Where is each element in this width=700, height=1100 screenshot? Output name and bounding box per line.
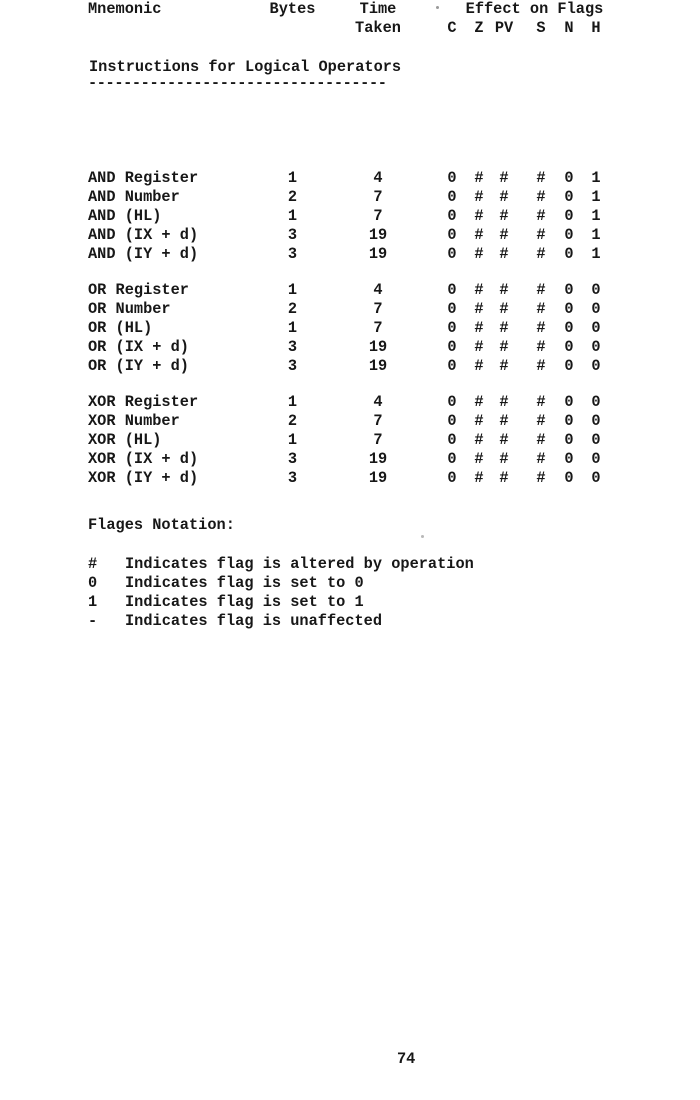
cell-flag-c: 0 bbox=[447, 207, 457, 225]
table-row bbox=[0, 281, 700, 300]
cell-flag-n: 0 bbox=[564, 319, 574, 337]
table-header-row-2 bbox=[0, 19, 700, 38]
header-flag-pv: PV bbox=[494, 19, 514, 37]
cell-mnemonic: OR Register bbox=[88, 281, 189, 299]
notation-item bbox=[0, 593, 700, 612]
cell-flag-pv: # bbox=[499, 207, 509, 225]
cell-flag-s: # bbox=[536, 245, 546, 263]
cell-time: 19 bbox=[368, 469, 388, 487]
cell-bytes: 3 bbox=[287, 245, 298, 263]
cell-mnemonic: AND Register bbox=[88, 169, 199, 187]
table-row bbox=[0, 245, 700, 264]
header-flag-n: N bbox=[564, 19, 574, 37]
notation-heading: Flages Notation: bbox=[88, 516, 235, 534]
cell-flag-n: 0 bbox=[564, 469, 574, 487]
table-row bbox=[0, 469, 700, 488]
cell-flag-pv: # bbox=[499, 188, 509, 206]
cell-time: 7 bbox=[373, 188, 383, 206]
notation-text: Indicates flag is set to 1 bbox=[125, 593, 364, 611]
cell-flag-h: 0 bbox=[591, 393, 601, 411]
notation-symbol: 1 bbox=[88, 593, 98, 611]
cell-time: 7 bbox=[373, 431, 383, 449]
cell-flag-c: 0 bbox=[447, 245, 457, 263]
page-title: Instructions for Logical Operators bbox=[89, 58, 402, 76]
notation-text: Indicates flag is set to 0 bbox=[125, 574, 364, 592]
cell-flag-n: 0 bbox=[564, 393, 574, 411]
cell-flag-s: # bbox=[536, 357, 546, 375]
cell-flag-c: 0 bbox=[447, 319, 457, 337]
cell-mnemonic: AND (IY + d) bbox=[88, 245, 199, 263]
scan-speck bbox=[436, 6, 439, 9]
cell-flag-h: 0 bbox=[591, 357, 601, 375]
cell-bytes: 3 bbox=[287, 450, 298, 468]
cell-flag-pv: # bbox=[499, 469, 509, 487]
cell-bytes: 3 bbox=[287, 469, 298, 487]
notation-item bbox=[0, 555, 700, 574]
cell-bytes: 2 bbox=[287, 300, 298, 318]
cell-flag-s: # bbox=[536, 188, 546, 206]
cell-time: 7 bbox=[373, 207, 383, 225]
cell-flag-z: # bbox=[474, 207, 484, 225]
cell-flag-s: # bbox=[536, 207, 546, 225]
header-bytes: Bytes bbox=[269, 0, 316, 18]
cell-time: 19 bbox=[368, 357, 388, 375]
cell-flag-c: 0 bbox=[447, 469, 457, 487]
cell-flag-h: 0 bbox=[591, 431, 601, 449]
cell-flag-s: # bbox=[536, 431, 546, 449]
cell-flag-z: # bbox=[474, 226, 484, 244]
table-row bbox=[0, 431, 700, 450]
header-flag-z: Z bbox=[474, 19, 484, 37]
cell-time: 19 bbox=[368, 226, 388, 244]
cell-flag-s: # bbox=[536, 393, 546, 411]
cell-flag-pv: # bbox=[499, 338, 509, 356]
cell-flag-s: # bbox=[536, 300, 546, 318]
cell-flag-n: 0 bbox=[564, 357, 574, 375]
cell-flag-pv: # bbox=[499, 245, 509, 263]
cell-flag-h: 1 bbox=[591, 245, 601, 263]
cell-flag-s: # bbox=[536, 226, 546, 244]
notation-text: Indicates flag is unaffected bbox=[125, 612, 383, 630]
cell-flag-n: 0 bbox=[564, 207, 574, 225]
cell-bytes: 1 bbox=[287, 281, 298, 299]
cell-flag-c: 0 bbox=[447, 338, 457, 356]
cell-bytes: 1 bbox=[287, 169, 298, 187]
cell-flag-h: 1 bbox=[591, 207, 601, 225]
cell-flag-s: # bbox=[536, 281, 546, 299]
cell-flag-z: # bbox=[474, 450, 484, 468]
cell-flag-n: 0 bbox=[564, 169, 574, 187]
header-time: Time bbox=[359, 0, 397, 18]
cell-flag-pv: # bbox=[499, 169, 509, 187]
cell-flag-s: # bbox=[536, 319, 546, 337]
cell-flag-n: 0 bbox=[564, 338, 574, 356]
cell-mnemonic: OR Number bbox=[88, 300, 171, 318]
table-row bbox=[0, 338, 700, 357]
scan-speck bbox=[421, 535, 424, 538]
cell-bytes: 1 bbox=[287, 207, 298, 225]
cell-mnemonic: OR (IY + d) bbox=[88, 357, 189, 375]
notation-symbol: # bbox=[88, 555, 98, 573]
instruction-group-xor bbox=[0, 393, 700, 488]
cell-flag-c: 0 bbox=[447, 431, 457, 449]
cell-time: 4 bbox=[373, 281, 383, 299]
table-header-row-1 bbox=[0, 0, 700, 19]
cell-mnemonic: AND (IX + d) bbox=[88, 226, 199, 244]
table-row bbox=[0, 412, 700, 431]
cell-flag-h: 1 bbox=[591, 188, 601, 206]
cell-flag-z: # bbox=[474, 169, 484, 187]
cell-flag-pv: # bbox=[499, 412, 509, 430]
cell-flag-c: 0 bbox=[447, 226, 457, 244]
cell-time: 4 bbox=[373, 393, 383, 411]
cell-flag-h: 0 bbox=[591, 319, 601, 337]
cell-flag-pv: # bbox=[499, 357, 509, 375]
cell-flag-h: 0 bbox=[591, 338, 601, 356]
cell-bytes: 1 bbox=[287, 431, 298, 449]
instruction-group-and bbox=[0, 169, 700, 264]
table-row bbox=[0, 188, 700, 207]
notation-symbol: 0 bbox=[88, 574, 98, 592]
cell-flag-n: 0 bbox=[564, 188, 574, 206]
notation-symbol: - bbox=[88, 612, 98, 630]
cell-flag-n: 0 bbox=[564, 431, 574, 449]
cell-flag-c: 0 bbox=[447, 300, 457, 318]
cell-mnemonic: XOR (HL) bbox=[88, 431, 162, 449]
cell-flag-z: # bbox=[474, 469, 484, 487]
cell-time: 7 bbox=[373, 412, 383, 430]
cell-flag-z: # bbox=[474, 281, 484, 299]
cell-flag-c: 0 bbox=[447, 188, 457, 206]
table-row bbox=[0, 169, 700, 188]
notation-item bbox=[0, 612, 700, 631]
cell-mnemonic: XOR (IY + d) bbox=[88, 469, 199, 487]
header-mnemonic: Mnemonic bbox=[88, 0, 162, 18]
notation-list bbox=[0, 555, 700, 631]
cell-flag-n: 0 bbox=[564, 226, 574, 244]
cell-flag-c: 0 bbox=[447, 412, 457, 430]
cell-flag-pv: # bbox=[499, 281, 509, 299]
notation-text: Indicates flag is altered by operation bbox=[125, 555, 474, 573]
cell-flag-c: 0 bbox=[447, 357, 457, 375]
cell-bytes: 1 bbox=[287, 319, 298, 337]
cell-flag-pv: # bbox=[499, 450, 509, 468]
cell-flag-s: # bbox=[536, 469, 546, 487]
cell-flag-s: # bbox=[536, 338, 546, 356]
page-number: 74 bbox=[397, 1050, 416, 1068]
cell-flag-pv: # bbox=[499, 319, 509, 337]
table-row bbox=[0, 207, 700, 226]
cell-bytes: 3 bbox=[287, 357, 298, 375]
cell-bytes: 3 bbox=[287, 226, 298, 244]
cell-flag-c: 0 bbox=[447, 169, 457, 187]
cell-time: 19 bbox=[368, 450, 388, 468]
cell-flag-z: # bbox=[474, 357, 484, 375]
table-row bbox=[0, 450, 700, 469]
header-flag-c: C bbox=[447, 19, 457, 37]
table-row bbox=[0, 226, 700, 245]
cell-flag-s: # bbox=[536, 412, 546, 430]
cell-flag-s: # bbox=[536, 450, 546, 468]
cell-flag-z: # bbox=[474, 245, 484, 263]
cell-flag-h: 0 bbox=[591, 281, 601, 299]
header-taken: Taken bbox=[355, 19, 401, 37]
cell-flag-c: 0 bbox=[447, 450, 457, 468]
header-flag-h: H bbox=[591, 19, 601, 37]
header-flag-s: S bbox=[536, 19, 546, 37]
cell-mnemonic: AND Number bbox=[88, 188, 180, 206]
cell-bytes: 1 bbox=[287, 393, 298, 411]
cell-flag-h: 1 bbox=[591, 226, 601, 244]
table-row bbox=[0, 300, 700, 319]
cell-flag-c: 0 bbox=[447, 393, 457, 411]
cell-flag-z: # bbox=[474, 431, 484, 449]
cell-flag-n: 0 bbox=[564, 245, 574, 263]
cell-flag-z: # bbox=[474, 338, 484, 356]
cell-flag-z: # bbox=[474, 300, 484, 318]
table-row bbox=[0, 393, 700, 412]
cell-time: 4 bbox=[373, 169, 383, 187]
cell-flag-n: 0 bbox=[564, 281, 574, 299]
instruction-table bbox=[0, 169, 700, 488]
cell-flag-c: 0 bbox=[447, 281, 457, 299]
cell-flag-z: # bbox=[474, 188, 484, 206]
cell-flag-pv: # bbox=[499, 393, 509, 411]
table-row bbox=[0, 319, 700, 338]
cell-flag-z: # bbox=[474, 393, 484, 411]
cell-bytes: 3 bbox=[287, 338, 298, 356]
notation-item bbox=[0, 574, 700, 593]
cell-flag-z: # bbox=[474, 412, 484, 430]
table-row bbox=[0, 357, 700, 376]
cell-mnemonic: XOR (IX + d) bbox=[88, 450, 199, 468]
cell-flag-n: 0 bbox=[564, 412, 574, 430]
cell-flag-n: 0 bbox=[564, 450, 574, 468]
cell-mnemonic: OR (HL) bbox=[88, 319, 153, 337]
cell-flag-h: 0 bbox=[591, 469, 601, 487]
cell-mnemonic: XOR Register bbox=[88, 393, 199, 411]
cell-flag-s: # bbox=[536, 169, 546, 187]
cell-flag-n: 0 bbox=[564, 300, 574, 318]
header-effect-on-flags: Effect on Flags bbox=[465, 0, 604, 18]
title-underline: ---------------------------------- bbox=[88, 74, 387, 92]
cell-flag-h: 0 bbox=[591, 412, 601, 430]
cell-flag-pv: # bbox=[499, 300, 509, 318]
cell-flag-h: 0 bbox=[591, 450, 601, 468]
cell-flag-z: # bbox=[474, 319, 484, 337]
cell-mnemonic: XOR Number bbox=[88, 412, 180, 430]
cell-mnemonic: AND (HL) bbox=[88, 207, 162, 225]
cell-time: 7 bbox=[373, 319, 383, 337]
cell-bytes: 2 bbox=[287, 412, 298, 430]
cell-time: 7 bbox=[373, 300, 383, 318]
cell-flag-pv: # bbox=[499, 431, 509, 449]
cell-time: 19 bbox=[368, 338, 388, 356]
instruction-group-or bbox=[0, 281, 700, 376]
cell-flag-h: 0 bbox=[591, 300, 601, 318]
cell-flag-pv: # bbox=[499, 226, 509, 244]
cell-flag-h: 1 bbox=[591, 169, 601, 187]
cell-bytes: 2 bbox=[287, 188, 298, 206]
cell-time: 19 bbox=[368, 245, 388, 263]
cell-mnemonic: OR (IX + d) bbox=[88, 338, 189, 356]
